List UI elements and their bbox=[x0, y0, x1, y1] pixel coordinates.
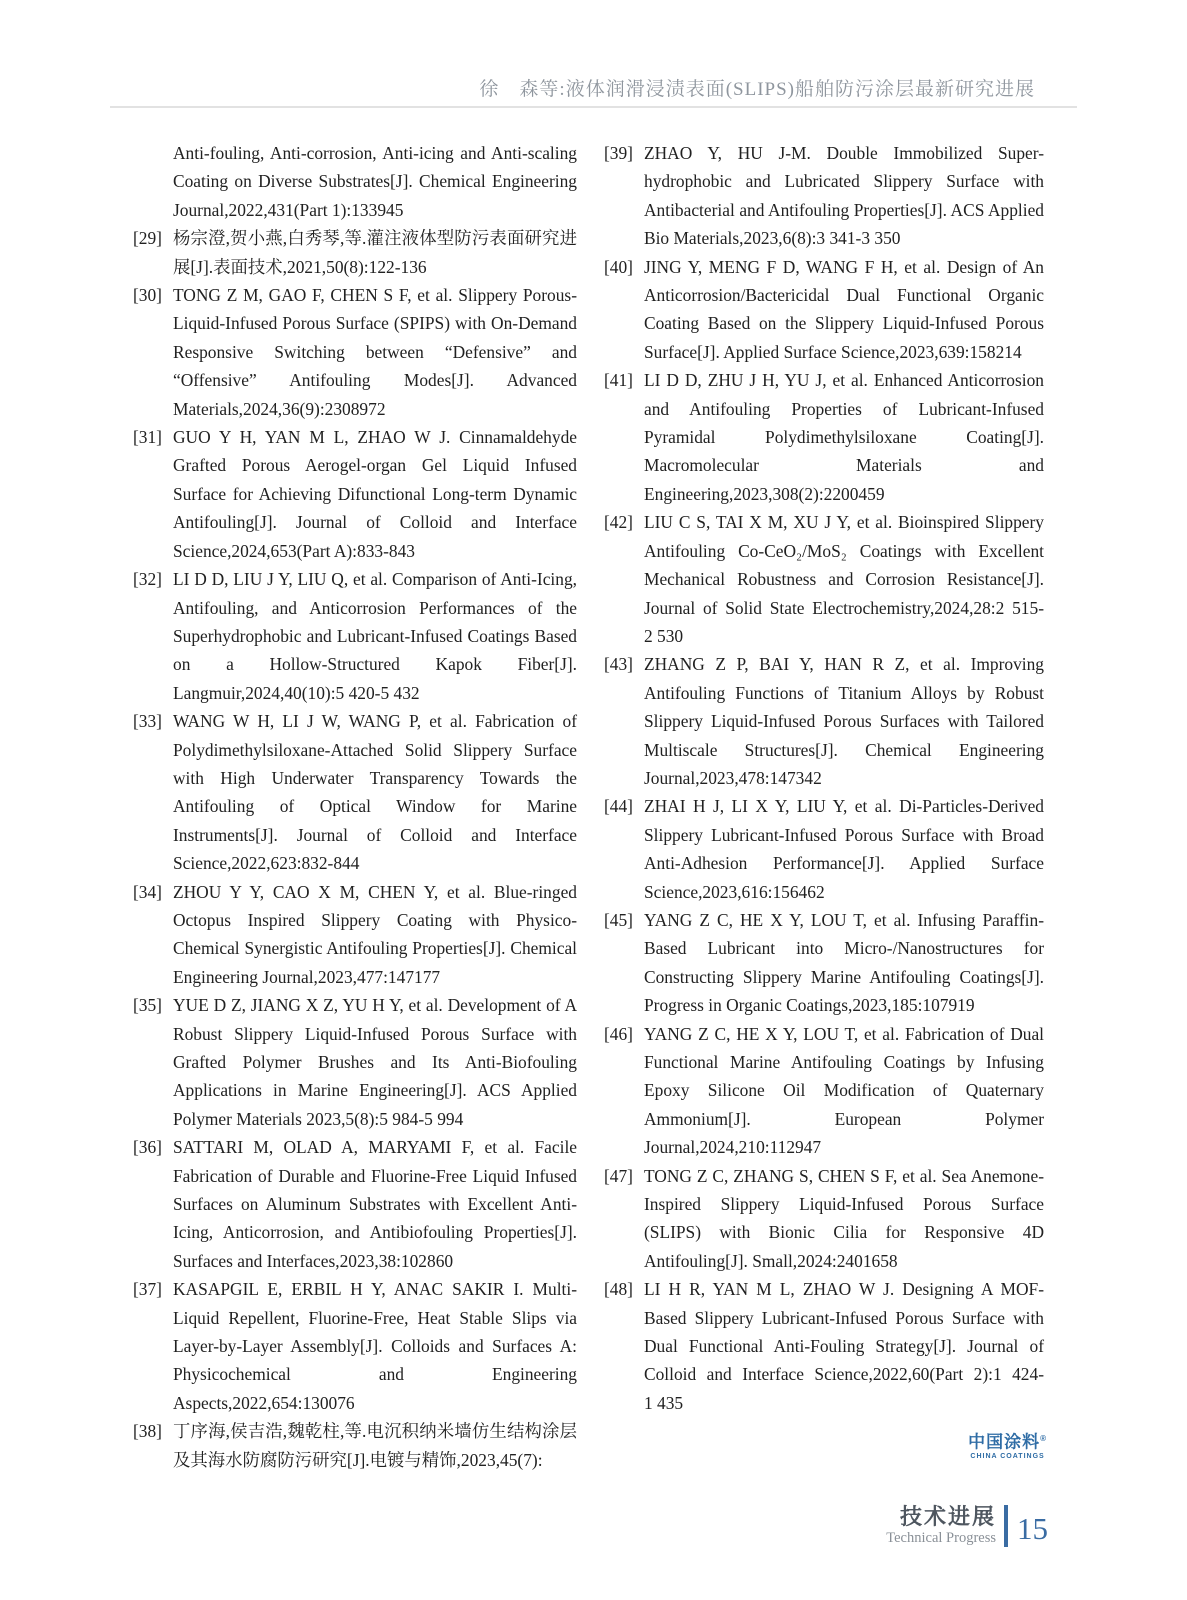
reference-item bbox=[133, 423, 577, 565]
reference-text: ZHAI H J, LI X Y, LIU Y, et al. Di-Particles-Derived Slippery Lubricant-Infused Porous Surface with Broad Anti-Adhesion Performance[J]. Applied Surface Science,2023,616:156462 bbox=[644, 796, 1044, 902]
reference-item bbox=[604, 1020, 1044, 1162]
reference-number: [40] bbox=[604, 256, 633, 277]
reference-text: TONG Z M, GAO F, CHEN S F, et al. Slippery Porous-Liquid-Infused Porous Surface (SPIPS) with On-Demand Responsive Switching between “Defensive” and “Offensive” Antifouling Modes[J]. Advanced Materials,2024,36(9):2308972 bbox=[173, 285, 577, 419]
china-coatings-logo bbox=[968, 1430, 1047, 1460]
reference-text: LI H R, YAN M L, ZHAO W J. Designing A MOF-Based Slippery Lubricant-Infused Porous Surface with Dual Functional Anti-Fouling Strategy[J]. Journal of Colloid and Interface Science,2022,60(Part 2):1 424-1 435 bbox=[644, 1279, 1044, 1413]
reference-item bbox=[133, 1133, 577, 1275]
reference-item bbox=[604, 906, 1044, 1020]
reference-item bbox=[604, 1162, 1044, 1276]
reference-text: ZHANG Z P, BAI Y, HAN R Z, et al. Improving Antifouling Functions of Titanium Alloys by Robust Slippery Liquid-Infused Porous Surfaces with Tailored Multiscale Structures[J]. Chemical Engineering Journal,2023,478:147342 bbox=[644, 654, 1044, 788]
registered-trademark-icon: ® bbox=[1040, 1434, 1047, 1443]
reference-text: SATTARI M, OLAD A, MARYAMI F, et al. Facile Fabrication of Durable and Fluorine-Free Liquid Infused Surfaces on Aluminum Substrates with Excellent Anti-Icing, Anticorrosion, and Antibiofouling Properties[J]. Surfaces and Interfaces,2023,38:102860 bbox=[173, 1137, 577, 1271]
reference-number: [30] bbox=[133, 285, 162, 306]
reference-item bbox=[604, 253, 1044, 367]
reference-number: [45] bbox=[604, 909, 633, 930]
reference-text: Anti-fouling, Anti-corrosion, Anti-icing and Anti-scaling Coating on Diverse Substrates[J]. Chemical Engineering Journal,2022,431(Part 1):133945 bbox=[173, 143, 577, 220]
reference-text: JING Y, MENG F D, WANG F H, et al. Design of An Anticorrosion/Bactericidal Dual Functional Organic Coating Based on the Slippery Liquid-Infused Porous Surface[J]. Applied Surface Science,2023,639:158214 bbox=[644, 256, 1044, 362]
header-divider bbox=[110, 106, 1077, 108]
reference-item bbox=[604, 650, 1044, 792]
reference-text: LIU C S, TAI X M, XU J Y, et al. Bioinspired Slippery Antifouling Co-CeO₂/MoS₂ Coatings with Excellent Mechanical Robustness and Corrosion Resistance[J]. Journal of Solid State Electrochemistry,2024,28:2 515-2 530 bbox=[644, 512, 1044, 646]
references-left-column bbox=[133, 139, 577, 1474]
reference-item bbox=[604, 792, 1044, 906]
reference-number: [37] bbox=[133, 1279, 162, 1300]
reference-item bbox=[604, 139, 1044, 253]
reference-number: [35] bbox=[133, 995, 162, 1016]
reference-text: 杨宗澄,贺小燕,白秀琴,等.灌注液体型防污表面研究进展[J].表面技术,2021,50(8):122-136 bbox=[173, 228, 577, 277]
reference-item bbox=[133, 1275, 577, 1417]
reference-text: LI D D, ZHU J H, YU J, et al. Enhanced Anticorrosion and Antifouling Properties of Lubricant-Infused Pyramidal Polydimethylsiloxane Coating[J]. Macromolecular Materials and Engineering,2023,308(2):2200459 bbox=[644, 370, 1044, 504]
logo-cn-characters: 中国涂料 bbox=[968, 1432, 1041, 1452]
section-footer bbox=[886, 1502, 1048, 1550]
reference-number: [46] bbox=[604, 1023, 633, 1044]
reference-number: [42] bbox=[604, 512, 633, 533]
reference-number: [43] bbox=[604, 654, 633, 675]
reference-item bbox=[133, 707, 577, 877]
reference-text: LI D D, LIU J Y, LIU Q, et al. Comparison of Anti-Icing, Antifouling, and Anticorrosion Performances of the Superhydrophobic and Lubricant-Infused Coatings Based on a Hollow-Structured Kapok Fiber[J]. Langmuir,2024,40(10):5 420-5 432 bbox=[173, 569, 577, 703]
reference-text: KASAPGIL E, ERBIL H Y, ANAC SAKIR I. Multi-Liquid Repellent, Fluorine-Free, Heat Stable Slips via Layer-by-Layer Assembly[J]. Colloids and Surfaces A: Physicochemical and Engineering Aspects,2022,654:130076 bbox=[173, 1279, 577, 1413]
reference-item bbox=[133, 1417, 577, 1474]
reference-text: GUO Y H, YAN M L, ZHAO W J. Cinnamaldehyde Grafted Porous Aerogel-organ Gel Liquid Infused Surface for Achieving Difunctional Long-term Dynamic Antifouling[J]. Journal of Colloid and Interface Science,2024,653(Part A):833-843 bbox=[173, 427, 577, 561]
reference-item bbox=[133, 281, 577, 423]
reference-item bbox=[133, 991, 577, 1133]
references-right-column bbox=[604, 139, 1044, 1417]
running-header-title: 徐 森等:液体润滑浸渍表面(SLIPS)船舶防污涂层最新研究进展 bbox=[479, 79, 1035, 100]
reference-number: [39] bbox=[604, 143, 633, 163]
reference-text: TONG Z C, ZHANG S, CHEN S F, et al. Sea Anemone-Inspired Slippery Liquid-Infused Porous Surface (SLIPS) with Bionic Cilia for Responsive 4D Antifouling[J]. Small,2024:2401658 bbox=[644, 1165, 1044, 1271]
page-number: 15 bbox=[1017, 1511, 1048, 1546]
reference-item bbox=[604, 366, 1044, 508]
reference-text: ZHAO Y, HU J-M. Double Immobilized Super-hydrophobic and Lubricated Slippery Surface with Antibacterial and Antifouling Properties[J]. ACS Applied Bio Materials,2023,6(8):3 341-3 350 bbox=[644, 143, 1044, 249]
logo-text-cn bbox=[968, 1430, 1047, 1452]
reference-number: [38] bbox=[133, 1421, 162, 1442]
reference-number: [34] bbox=[133, 881, 162, 902]
reference-number: [44] bbox=[604, 796, 633, 817]
reference-number: [31] bbox=[133, 427, 162, 448]
reference-number: [33] bbox=[133, 711, 162, 732]
footer-divider-bar bbox=[1004, 1505, 1008, 1547]
reference-item bbox=[604, 1275, 1044, 1417]
reference-text: 丁序海,侯吉浩,魏乾柱,等.电沉积纳米墙仿生结构涂层及其海水防腐防污研究[J].电镀与精饰,2023,45(7): bbox=[173, 1421, 577, 1470]
reference-text: YANG Z C, HE X Y, LOU T, et al. Infusing Paraffin-Based Lubricant into Micro-/Nanostructures for Constructing Slippery Marine Antifouling Coatings[J]. Progress in Organic Coatings,2023,185:107919 bbox=[644, 909, 1044, 1016]
reference-text: YUE D Z, JIANG X Z, YU H Y, et al. Development of A Robust Slippery Liquid-Infused Porous Surface with Grafted Polymer Brushes and Its Anti-Biofouling Applications in Marine Engineering[J]. ACS Applied Polymer Materials 2023,5(8):5 984-5 994 bbox=[173, 995, 577, 1129]
reference-number: [36] bbox=[133, 1137, 162, 1158]
reference-text: WANG W H, LI J W, WANG P, et al. Fabrication of Polydimethylsiloxane-Attached Solid Slippery Surface with High Underwater Transparency Towards the Antifouling of Optical Window for Marine Instruments[J]. Journal of Colloid and Interface Science,2022,623:832-844 bbox=[173, 711, 577, 874]
section-title-cn: 技术进展 bbox=[899, 1504, 996, 1529]
reference-text: YANG Z C, HE X Y, LOU T, et al. Fabrication of Dual Functional Marine Antifouling Coatings by Infusing Epoxy Silicone Oil Modification of Quaternary Ammonium[J]. European Polymer Journal,2024,210:112947 bbox=[644, 1023, 1044, 1158]
reference-item bbox=[604, 508, 1044, 650]
reference-number: [32] bbox=[133, 569, 162, 590]
section-title-block bbox=[886, 1505, 996, 1547]
section-title-en: Technical Progress bbox=[886, 1530, 996, 1546]
reference-number: [29] bbox=[133, 228, 162, 249]
reference-item bbox=[133, 878, 577, 992]
reference-number: [48] bbox=[604, 1279, 633, 1300]
reference-number: [47] bbox=[604, 1165, 633, 1186]
reference-item bbox=[133, 565, 577, 707]
reference-item bbox=[133, 139, 577, 224]
reference-number: [41] bbox=[604, 370, 633, 391]
reference-item bbox=[133, 224, 577, 281]
reference-text: ZHOU Y Y, CAO X M, CHEN Y, et al. Blue-ringed Octopus Inspired Slippery Coating with Physico-Chemical Synergistic Antifouling Properties[J]. Chemical Engineering Journal,2023,477:147177 bbox=[173, 881, 577, 987]
logo-text-en: CHINA COATINGS bbox=[970, 1452, 1045, 1460]
